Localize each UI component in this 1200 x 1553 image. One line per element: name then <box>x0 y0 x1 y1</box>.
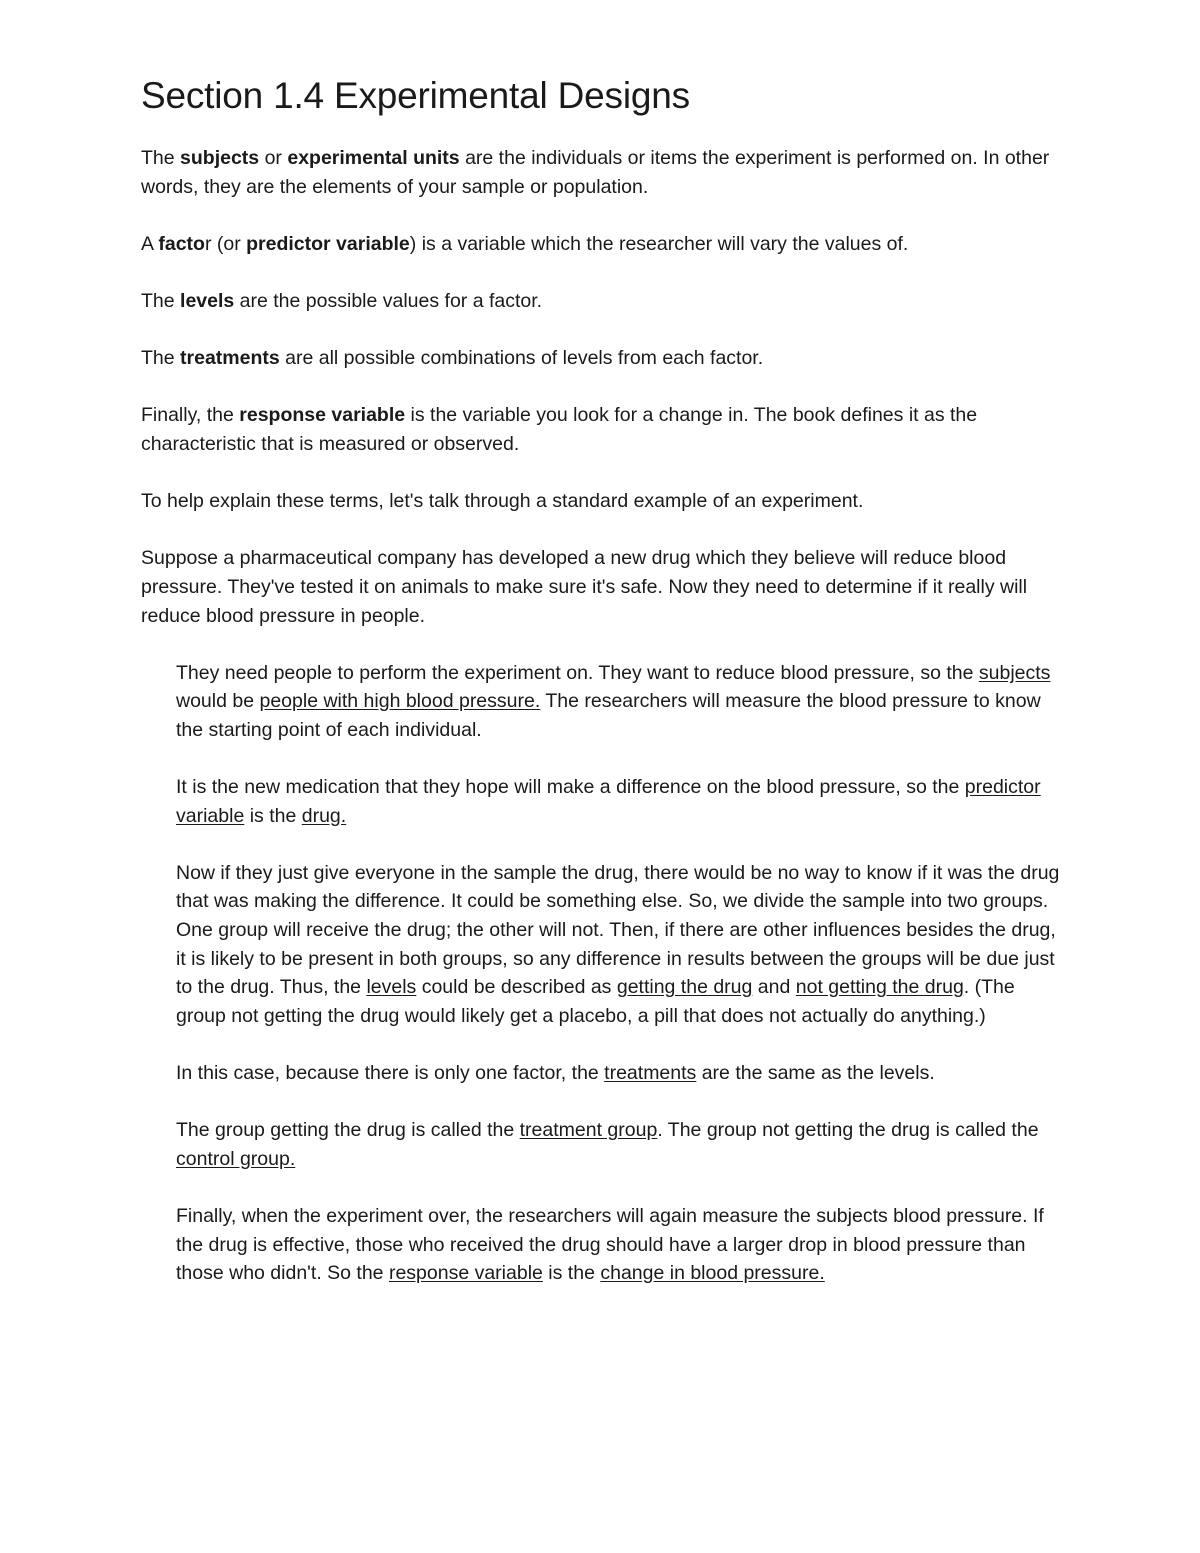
underlined-getting-drug: getting the drug <box>616 976 753 999</box>
underlined-people-high-bp: people with high blood pressure. <box>259 690 541 713</box>
definition-subjects: The subjects or experimental units are the individuals or items the experiment is performed on. In other words, they are the elements of your sample or population. <box>141 147 1050 198</box>
example-predictor: It is the new medication that they hope will make a difference on the blood pressure, so the predictor variable is the drug. <box>176 776 1041 827</box>
definition-treatments: The treatments are all possible combinations of levels from each factor. <box>141 347 764 370</box>
underlined-control-group: control group. <box>176 1147 296 1170</box>
underlined-treatments: treatments <box>604 1062 697 1084</box>
term-predictor-variable: predictor variable <box>246 232 410 255</box>
example-groups: The group getting the drug is called the treatment group. The group not getting the drug is called the control group. <box>176 1119 1039 1170</box>
intro-paragraph: To help explain these terms, let's talk through a standard example of an experiment. <box>141 490 864 513</box>
underlined-treatment-group: treatment group <box>519 1119 658 1142</box>
term-factor: facto <box>158 232 205 255</box>
underlined-predictor-variable: predictor variable <box>176 776 1041 827</box>
scenario-paragraph: Suppose a pharmaceutical company has developed a new drug which they believe will reduce blood pressure. They've tested it on animals to make sure it's safe. Now they need to determine if it really will reduce blood pressure in people. <box>141 547 1028 627</box>
term-experimental-units: experimental units <box>287 147 460 169</box>
definition-response-variable: Finally, the response variable is the variable you look for a change in. The book defines it as the characteristic that is measured or observed. <box>141 404 978 455</box>
example-treatments: In this case, because there is only one factor, the treatments are the same as the levels. <box>176 1062 935 1084</box>
term-subjects: subjects <box>180 147 260 169</box>
term-levels: levels <box>180 289 235 312</box>
underlined-subjects: subjects <box>978 661 1051 684</box>
example-levels: Now if they just give everyone in the sample the drug, there would be no way to know if it was the drug that was making the difference. It could be something else. So, we divide the sample into two groups. One group will receive the drug; the other will not. Then, if there are other influences besides the drug, it is likely to be present in both groups, so any difference in results between the groups will be due just to the drug. Thus, the levels could be described as getting the drug and not getting the drug. (The group not getting the drug would likely get a placebo, a pill that does not actually do anything.) <box>176 861 1060 1027</box>
example-response: Finally, when the experiment over, the researchers will again measure the subjects blood pressure. If the drug is effective, those who received the drug should have a larger drop in blood pressure than those who didn't. So the response variable is the change in blood pressure. <box>176 1204 1044 1285</box>
example-subjects: They need people to perform the experiment on. They want to reduce blood pressure, so the subjects would be people with high blood pressure. The researchers will measure the blood pressure to know the starting point of each individual. <box>176 661 1051 741</box>
definition-levels: The levels are the possible values for a factor. <box>141 289 543 312</box>
definition-factor: A factor (or predictor variable) is a variable which the researcher will vary the values of. <box>141 232 909 255</box>
underlined-levels: levels <box>366 976 417 999</box>
underlined-drug: drug. <box>301 804 347 827</box>
page-title: Section 1.4 Experimental Designs <box>141 75 690 116</box>
term-treatments: treatments <box>180 347 280 370</box>
term-response-variable: response variable <box>239 404 406 427</box>
underlined-response-variable: response variable <box>388 1262 543 1285</box>
underlined-change-in-bp: change in blood pressure. <box>600 1262 825 1285</box>
underlined-not-getting-drug: not getting the drug <box>795 976 964 999</box>
